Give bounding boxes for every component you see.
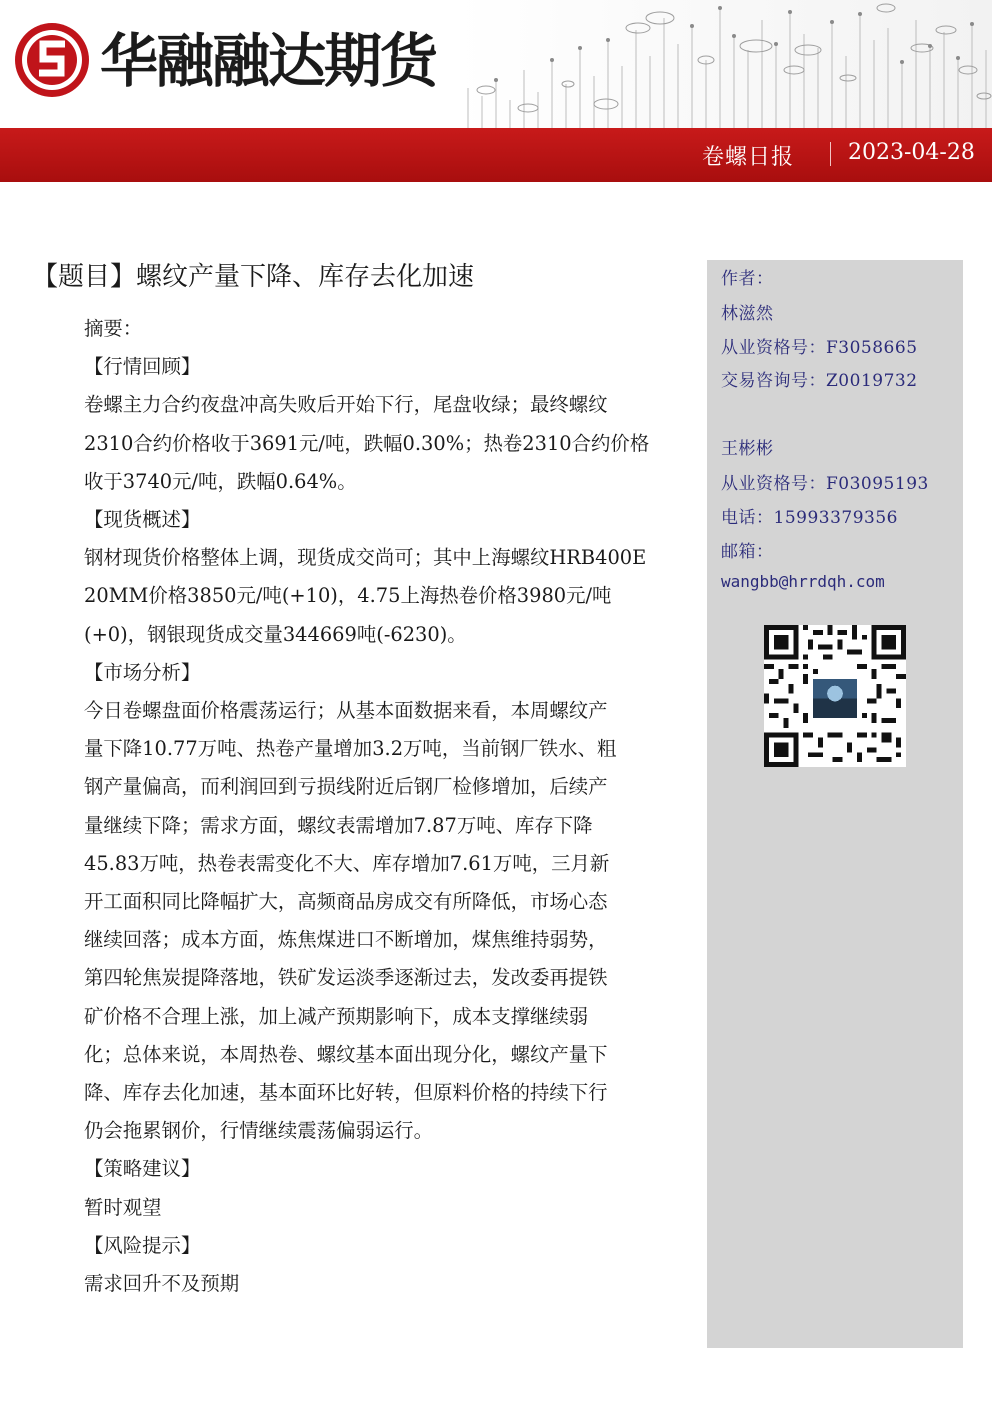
- section-heading-market-review: 【行情回顾】: [84, 355, 201, 379]
- banner-separator: [830, 142, 831, 166]
- body-line: 仍会拖累钢价，行情继续震荡偏弱运行。: [84, 1119, 434, 1143]
- body-line: 钢材现货价格整体上调，现货成交尚可；其中上海螺纹HRB400E: [84, 546, 647, 570]
- report-date: 2023-04-28: [848, 140, 975, 165]
- author2-phone: 电话：15993379356: [721, 508, 898, 528]
- body-line: 第四轮焦炭提降落地，铁矿发运淡季逐渐过去，发改委再提铁: [84, 966, 608, 990]
- author2-cert: 从业资格号：F03095193: [721, 474, 929, 494]
- body-line: 45.83万吨，热卷表需变化不大、库存增加7.61万吨，三月新: [84, 851, 610, 875]
- author1-name: 林滋然: [721, 304, 774, 324]
- body-line: 钢产量偏高，而利润回到亏损线附近后钢厂检修增加，后续产: [84, 775, 608, 799]
- author2-name: 王彬彬: [721, 439, 774, 459]
- body-line: 化；总体来说，本周热卷、螺纹基本面出现分化，螺纹产量下: [84, 1042, 608, 1066]
- author-sidebar: [707, 260, 963, 1348]
- report-type: 卷螺日报: [701, 145, 794, 170]
- body-line: (+0)，钢银现货成交量344669吨(-6230)。: [84, 622, 467, 646]
- section-heading-market-analysis: 【市场分析】: [84, 660, 201, 684]
- email-link[interactable]: wangbb@hrrdqh.com: [721, 572, 885, 591]
- author1-consult: 交易咨询号：Z0019732: [721, 371, 918, 391]
- section-heading-risk: 【风险提示】: [84, 1233, 201, 1257]
- body-line: 卷螺主力合约夜盘冲高失败后开始下行，尾盘收绿；最终螺纹: [84, 393, 608, 417]
- brand-name: 华融融达期货: [100, 27, 437, 95]
- section-heading-strategy: 【策略建议】: [84, 1157, 201, 1181]
- body-line: 继续回落；成本方面，炼焦煤进口不断增加，煤焦维持弱势，: [84, 928, 608, 952]
- document-title: 【题目】螺纹产量下降、库存去化加速: [32, 262, 475, 292]
- company-logo-icon: [12, 20, 92, 100]
- author1-cert: 从业资格号：F3058665: [721, 338, 918, 358]
- section-heading-spot-overview: 【现货概述】: [84, 508, 201, 532]
- body-line: 收于3740元/吨，跌幅0.64%。: [84, 469, 357, 493]
- report-body: [84, 310, 680, 1303]
- body-line: 暂时观望: [84, 1195, 162, 1219]
- author-label: 作者：: [721, 269, 774, 289]
- summary-label: 摘要：: [84, 317, 143, 340]
- qr-code-icon: [764, 625, 906, 767]
- header-decoration: [456, 0, 992, 128]
- body-line: 2310合约价格收于3691元/吨，跌幅0.30%；热卷2310合约价格: [84, 431, 650, 455]
- body-line: 今日卷螺盘面价格震荡运行；从基本面数据来看，本周螺纹产: [84, 699, 608, 723]
- body-line: 需求回升不及预期: [84, 1272, 240, 1296]
- body-line: 矿价格不合理上涨，加上减产预期影响下，成本支撑继续弱: [84, 1004, 589, 1028]
- body-line: 20MM价格3850元/吨(+10)，4.75上海热卷价格3980元/吨: [84, 584, 612, 608]
- body-line: 开工面积同比降幅扩大，高频商品房成交有所降低，市场心态: [84, 890, 608, 914]
- body-line: 降、库存去化加速，基本面环比好转，但原料价格的持续下行: [84, 1081, 608, 1105]
- body-line: 量下降10.77万吨、热卷产量增加3.2万吨，当前钢厂铁水、粗: [84, 737, 617, 761]
- report-banner: [0, 128, 992, 182]
- body-line: 量继续下降；需求方面，螺纹表需增加7.87万吨、库存下降: [84, 813, 593, 837]
- email-label: 邮箱：: [721, 542, 774, 562]
